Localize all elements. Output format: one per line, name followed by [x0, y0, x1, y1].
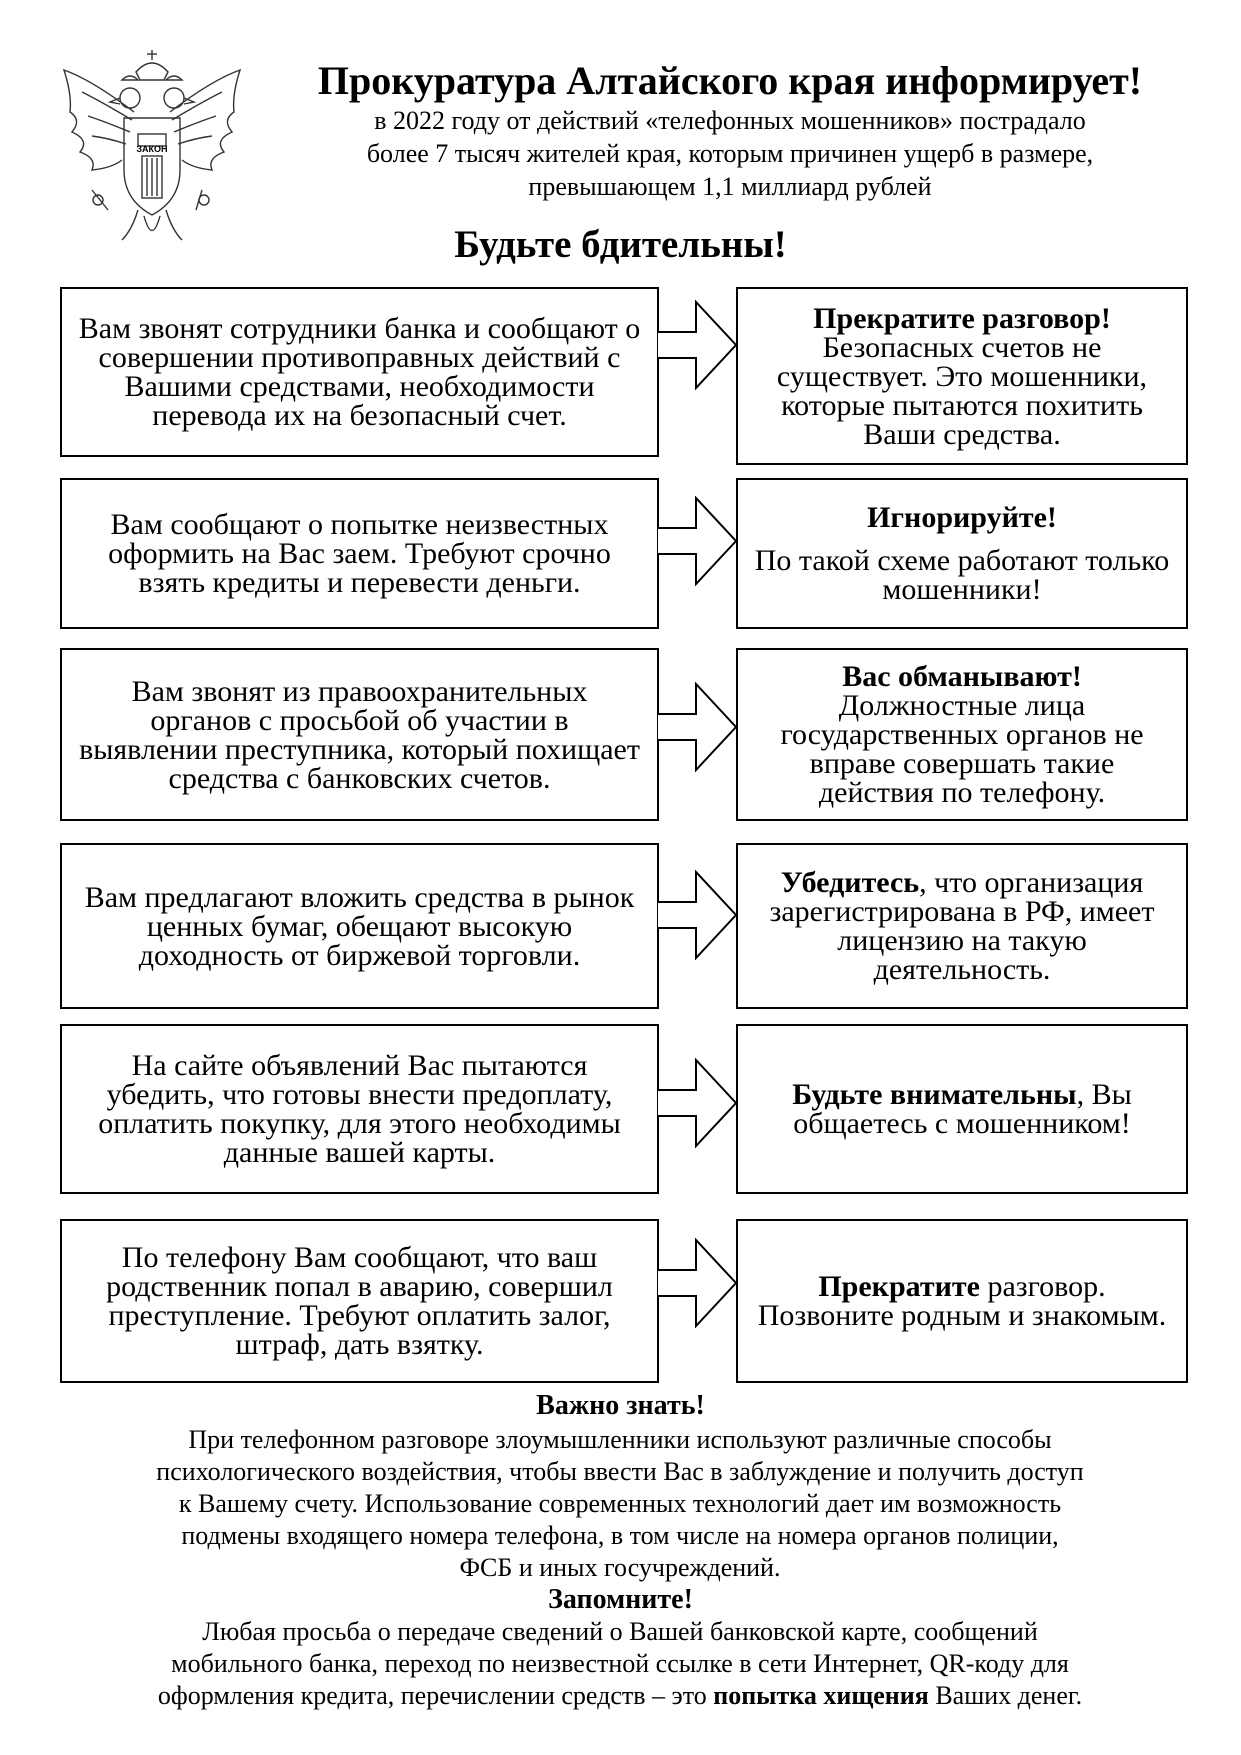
subtitle-line: превышающем 1,1 миллиард рублей	[528, 172, 932, 201]
situation-text: По телефону Вам сообщают, что ваш родственник попал в аварию, совершил преступление. Требуют оплатить залог, штраф, дать взятку.	[106, 1241, 613, 1361]
warning-heading: Будьте бдительны!	[454, 223, 787, 266]
situation-text: На сайте объявлений Вас пытаются убедить, что готовы внести предоплату, оплатить покупку, для этого необходимы данные вашей карты.	[98, 1049, 621, 1169]
remember-line: мобильного банка, переход по неизвестной ссылке в сети Интернет, QR-коду для	[171, 1649, 1069, 1678]
arrow-right-icon	[658, 1238, 738, 1328]
situation-box	[60, 1024, 659, 1194]
subtitle-line: в 2022 году от действий «телефонных мошенников» пострадало	[374, 106, 1086, 135]
remember-line-start: оформления кредита, перечислении средств – это	[157, 1681, 714, 1710]
situation-text: Вам сообщают о попытке неизвестных оформить на Вас заем. Требуют срочно взять кредиты и перевести деньги.	[108, 508, 611, 599]
arrow-right-icon	[658, 1058, 738, 1148]
arrow-right-icon	[658, 870, 738, 960]
situation-text: Вам предлагают вложить средства в рынок ценных бумаг, обещают высокую доходность от биржевой торговли.	[84, 880, 635, 972]
advice-emphasis: Вас обманывают!	[842, 660, 1082, 693]
situation-box	[60, 287, 659, 457]
emblem-label: ЗАКОН	[136, 144, 168, 154]
remember-line	[120, 1680, 1120, 1712]
situation-text: Вам звонят из правоохранительных органов с просьбой об участии в выявлении преступника, который похищает средства с банковских счетов.	[79, 674, 640, 795]
advice-emphasis: Убедитесь	[780, 866, 920, 899]
advice-text: , что организация зарегистрирована в РФ, имеет лицензию на такую деятельность.	[769, 866, 1155, 986]
situation-text: Вам звонят сотрудники банка и сообщают о совершении противоправных действий с Вашими средствами, необходимости перевода их на безопасный счет.	[78, 312, 641, 432]
important-line: к Вашему счету. Использование современных технологий дает им возможность	[178, 1489, 1062, 1518]
advice-emphasis: Прекратите разговор!	[813, 301, 1111, 335]
advice-text: Должностные лица государственных органов не вправе совершать такие действия по телефону.	[780, 689, 1144, 809]
advice-box	[736, 1024, 1188, 1194]
important-line: При телефонном разговоре злоумышленники используют различные способы	[188, 1425, 1052, 1454]
advice-emphasis: Будьте внимательны	[792, 1078, 1077, 1111]
advice-emphasis: Игнорируйте!	[867, 501, 1057, 534]
remember-line: Любая просьба о передаче сведений о Вашей банковской карте, сообщений	[202, 1617, 1038, 1646]
advice-text: разговор. Позвоните родным и знакомым.	[757, 1270, 1167, 1332]
advice-box	[736, 287, 1188, 465]
subtitle-line: более 7 тысяч жителей края, которым причинен ущерб в размере,	[366, 139, 1094, 168]
important-line: ФСБ и иных госучреждений.	[459, 1553, 781, 1582]
advice-emphasis: Прекратите	[818, 1270, 980, 1303]
arrow-right-icon	[658, 682, 738, 772]
situation-box	[60, 1219, 659, 1383]
important-line: подмены входящего номера телефона, в том числе на номера органов полиции,	[181, 1521, 1059, 1550]
advice-text: , Вы общаетесь с мошенником!	[793, 1078, 1132, 1140]
advice-text: По такой схеме работают только мошенники!	[754, 544, 1170, 606]
situation-box	[60, 648, 659, 821]
important-text	[120, 1424, 1120, 1584]
advice-box	[736, 1219, 1188, 1383]
arrow-right-icon	[658, 496, 738, 586]
advice-box	[736, 478, 1188, 629]
advice-text: Безопасных счетов не существует. Это мошенники, которые пытаются похитить Ваши средства.	[776, 330, 1148, 451]
remember-line-end: Ваших денег.	[928, 1681, 1083, 1710]
page-title: Прокуратура Алтайского края информирует!	[317, 58, 1143, 103]
situation-box	[60, 843, 659, 1009]
remember-emphasis: попытка хищения	[713, 1681, 929, 1710]
remember-text	[120, 1616, 1120, 1712]
arrow-right-icon	[658, 300, 738, 390]
advice-box	[736, 843, 1188, 1009]
prosecutor-emblem-icon	[52, 40, 252, 250]
advice-box	[736, 648, 1188, 821]
page-subtitle	[290, 104, 1170, 203]
situation-box	[60, 478, 659, 629]
remember-title: Запомните!	[548, 1584, 693, 1615]
important-title: Важно знать!	[536, 1390, 705, 1421]
important-line: психологического воздействия, чтобы ввести Вас в заблуждение и получить доступ	[156, 1457, 1084, 1486]
